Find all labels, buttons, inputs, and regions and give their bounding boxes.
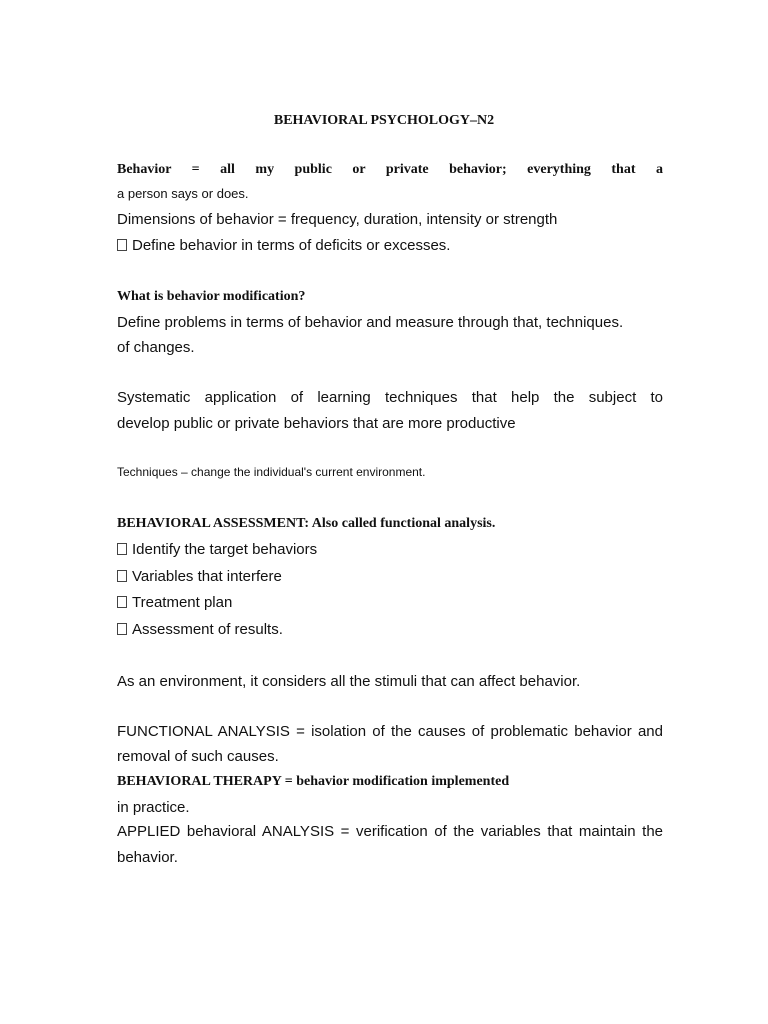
assessment-item-text: Treatment plan: [132, 594, 233, 611]
applied-analysis-line-1: APPLIED behavioral ANALYSIS = verification of the variables that maintain the: [117, 823, 663, 840]
modification-line-1: Define problems in terms of behavior and measure through that, techniques.: [117, 314, 624, 331]
document-title: BEHAVIORAL PSYCHOLOGY–N2: [273, 113, 495, 128]
bullet-icon: [117, 596, 127, 608]
systematic-line-2: develop public or private behaviors that are more productive: [117, 415, 516, 432]
behavior-definition-continued: a person says or does.: [117, 186, 249, 201]
define-behavior-text: Define behavior in terms of deficits or excesses.: [132, 237, 451, 254]
systematic-line-1: Systematic application of learning techniques that help the subject to: [117, 389, 663, 406]
assessment-item-text: Assessment of results.: [132, 621, 283, 638]
assessment-item: [117, 569, 282, 584]
modification-heading: What is behavior modification?: [117, 289, 306, 304]
bullet-icon: [117, 239, 127, 251]
techniques-note: Techniques – change the individual's current environment.: [117, 465, 426, 479]
bullet-icon: [117, 623, 127, 635]
dimensions-of-behavior: Dimensions of behavior = frequency, duration, intensity or strength: [117, 211, 558, 228]
behavioral-therapy-continued: in practice.: [117, 799, 190, 816]
functional-analysis-line-1: FUNCTIONAL ANALYSIS = isolation of the causes of problematic behavior and: [117, 723, 663, 740]
applied-analysis-line-2: behavior.: [117, 849, 178, 866]
assessment-heading: BEHAVIORAL ASSESSMENT: Also called functional analysis.: [117, 516, 496, 531]
bullet-icon: [117, 543, 127, 555]
behavioral-therapy: BEHAVIORAL THERAPY = behavior modification implemented: [117, 774, 510, 789]
functional-analysis-line-2: removal of such causes.: [117, 748, 279, 765]
bullet-icon: [117, 570, 127, 582]
assessment-item-text: Identify the target behaviors: [132, 541, 318, 558]
behavior-definition: Behavior = all my public or private behavior; everything that a: [117, 162, 663, 177]
define-behavior-item: [117, 238, 450, 253]
assessment-item-text: Variables that interfere: [132, 568, 282, 585]
assessment-item: [117, 595, 232, 610]
assessment-item: [117, 542, 317, 557]
modification-line-2: of changes.: [117, 339, 195, 356]
assessment-item: [117, 622, 283, 637]
environment-statement: As an environment, it considers all the stimuli that can affect behavior.: [117, 673, 581, 690]
